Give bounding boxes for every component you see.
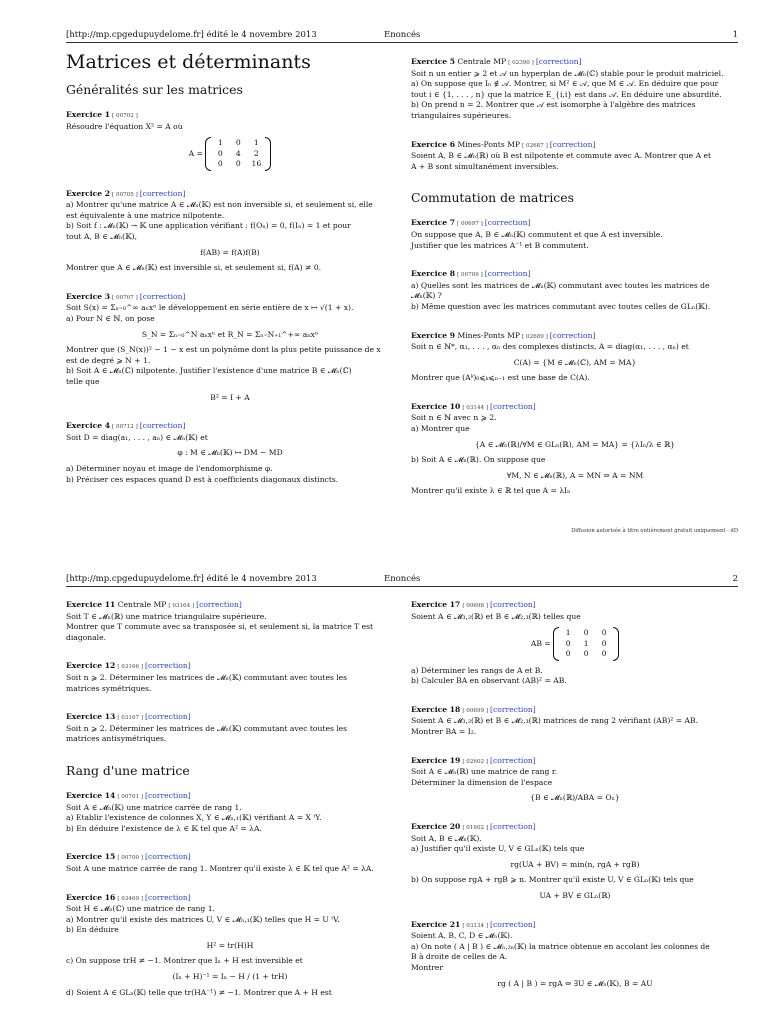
header-page-number: 1	[732, 30, 738, 40]
section-heading: Rang d'une matrice	[66, 762, 190, 778]
exercise-header: Exercice 13 [ 03167 ] [correction]	[66, 712, 191, 722]
correction-link[interactable]: [correction]	[549, 139, 596, 149]
page-header	[66, 30, 738, 43]
page-footer: Diffusion autorisée à titre entièrement gratuit uniquement - dD	[571, 528, 738, 534]
matrix: 1 0 1 0 4 2 0 0 16	[205, 137, 271, 171]
exercise-12: Exercice 12 [ 03166 ] [correction] Soit n ⩾ 2. Déterminer les matrices de 𝓜ₙ(𝕂) commutant avec toutes les matrices symétriques.	[66, 661, 394, 694]
matrix-equation: AB = 1 0 0 0 1 0 0 0 0	[411, 627, 739, 661]
exercise-header: Exercice 8 [ 00709 ] [correction]	[411, 269, 531, 279]
correction-link[interactable]: [correction]	[196, 600, 242, 609]
correction-link[interactable]: [correction]	[484, 269, 531, 279]
exercise-header: Exercice 12 [ 03166 ] [correction]	[66, 661, 191, 671]
equation: H² = tr(H)H	[206, 940, 254, 950]
correction-link[interactable]: [correction]	[139, 188, 186, 198]
exercise-20: Exercice 20 [ 01602 ] [correction] Soit A, B ∈ 𝓜ₙ(𝕂). a) Justifier qu'il existe U, V ∈ GLₙ(𝕂) tels que rg(UA + BV) = min(n, rgA + rgB) b) On suppose rgA + rgB ⩾ n. Montrer qu'il existe U, V ∈ GLₙ(𝕂) tels que UA + BV ∈ GLₙ(ℝ)	[411, 822, 739, 902]
equation: rg(UA + BV) = min(n, rgA + rgB)	[510, 859, 640, 869]
exercise-header: Exercice 2 [ 00705 ] [correction]	[66, 188, 186, 198]
correction-link[interactable]: [correction]	[490, 401, 536, 411]
correction-link[interactable]: [correction]	[484, 218, 531, 228]
exercise-header: Exercice 1 [ 00702 ]	[66, 110, 138, 119]
exercise-18: Exercice 18 [ 00699 ] [correction] Soient A ∈ 𝓜₃,₂(ℝ) et B ∈ 𝓜₂,₃(ℝ) matrices de rang 2 vérifiant (AB)² = AB. Montrer BA = I₂.	[411, 705, 739, 738]
correction-link[interactable]: [correction]	[535, 57, 582, 66]
left-column	[66, 600, 394, 1016]
exercise-header: Exercice 10 [ 03144 ] [correction]	[411, 401, 536, 411]
correction-link[interactable]: [correction]	[145, 790, 191, 800]
exercise-10: Exercice 10 [ 03144 ] [correction] Soit n ∈ ℕ avec n ⩾ 2. a) Montrer que {A ∈ 𝓜ₙ(ℝ)/∀M ∈ GLₙ(ℝ), AM = MA} = {λIₙ/λ ∈ ℝ} b) Soit A ∈ 𝓜ₙ(ℝ). On suppose que ∀M, N ∈ 𝓜ₙ(ℝ), A = MN ⇒ A = NM Montrer qu'il existe λ ∈ ℝ tel que A = λIₙ	[411, 402, 739, 497]
header-page-number: 2	[732, 574, 738, 584]
header-section: Enoncés	[384, 574, 421, 584]
equation: {B ∈ 𝓜ₙ(ℝ)/ABA = Oₙ}	[530, 793, 620, 803]
exercise-21: Exercice 21 [ 03134 ] [correction] Soient A, B, C, D ∈ 𝓜ₙ(𝕂). a) On note ( A | B ) ∈ 𝓜ₙ,₂ₙ(𝕂) la matrice obtenue en accolant les colonnes de B à droite de celles de A. Montrer rg ( A | B ) = rgA ⇔ ∃U ∈ 𝓜ₙ(𝕂), B = AU	[411, 920, 739, 990]
exercise-header: Exercice 15 [ 00700 ] [correction]	[66, 852, 191, 862]
exercise-header: Exercice 21 [ 03134 ] [correction]	[411, 919, 536, 929]
page-header	[66, 574, 738, 587]
correction-link[interactable]: [correction]	[139, 421, 186, 431]
exercise-header: Exercice 5 Centrale MP [ 02390 ] [correction]	[411, 57, 582, 66]
exercise-2: Exercice 2 [ 00705 ] [correction] a) Montrer qu'une matrice A ∈ 𝓜ₙ(𝕂) est non inversible si, et seulement si, elle est équivalente à une matrice nilpotente. b) Soit f : 𝓜ₙ(𝕂) → 𝕂 une application vérifiant : f(Oₙ) = 0, f(Iₙ) = 1 et pour tout A, B ∈ 𝓜ₙ(𝕂), f(AB) = f(A)f(B) Montrer que A ∈ 𝓜ₙ(𝕂) est inversible si, et seulement si, f(A) ≠ 0.	[66, 189, 394, 274]
exercise-header: Exercice 6 Mines-Ponts MP [ 02687 ] [correction]	[411, 139, 596, 149]
exercise-19: Exercice 19 [ 02602 ] [correction] Soit A ∈ 𝓜ₙ(ℝ) une matrice de rang r. Déterminer la dimension de l'espace {B ∈ 𝓜ₙ(ℝ)/ABA = Oₙ}	[411, 756, 739, 804]
exercise-header: Exercice 20 [ 01602 ] [correction]	[411, 822, 536, 832]
correction-link[interactable]: [correction]	[490, 755, 536, 765]
right-column	[411, 600, 739, 1007]
equation: B² = I + A	[210, 392, 250, 402]
equation: UA + BV ∈ GLₙ(ℝ)	[539, 891, 611, 900]
section-heading: Généralités sur les matrices	[66, 82, 243, 97]
equation: C(A) = {M ∈ 𝓜ₙ(ℂ), AM = MA}	[513, 357, 637, 367]
header-site-link[interactable]: [http://mp.cpgedupuydelome.fr] édité le 4 novembre 2013	[66, 574, 317, 584]
document-page-2	[0, 568, 768, 1024]
matrix-equation: A = 1 0 1 0 4 2 0 0 16	[66, 137, 394, 171]
exercise-17: Exercice 17 [ 00698 ] [correction] Soient A ∈ 𝓜₃,₂(ℝ) et B ∈ 𝓜₂,₃(ℝ) telles que AB = 1 0 0 0 1 0 0 0 0 a) Déterminer les rangs de A et B. b) Calculer BA en observant (AB)² = AB.	[411, 600, 739, 687]
equation: ∀M, N ∈ 𝓜ₙ(ℝ), A = MN ⇒ A = NM	[506, 470, 644, 480]
correction-link[interactable]: [correction]	[490, 822, 536, 832]
exercise-text: Résoudre l'équation X² = A où	[66, 121, 183, 131]
exercise-header: Exercice 17 [ 00698 ] [correction]	[411, 600, 536, 609]
exercise-1	[66, 110, 394, 171]
exercise-header: Exercice 7 [ 00697 ] [correction]	[411, 218, 531, 228]
exercise-header: Exercice 4 [ 00712 ] [correction]	[66, 421, 186, 431]
exercise-header: Exercice 18 [ 00699 ] [correction]	[411, 704, 536, 714]
equation: (Iₙ + H)⁻¹ = Iₙ − H / (1 + trH)	[172, 972, 288, 982]
correction-link[interactable]: [correction]	[145, 852, 191, 862]
correction-link[interactable]: [correction]	[490, 704, 536, 714]
exercise-7: Exercice 7 [ 00697 ] [correction] On suppose que A, B ∈ 𝓜ₙ(𝕂) commutent et que A est inversible. Justifier que les matrices A⁻¹ et B commutent.	[411, 218, 739, 251]
correction-link[interactable]: [correction]	[145, 661, 191, 671]
equation: f(AB) = f(A)f(B)	[200, 247, 260, 257]
equation: S_N = Σₙ₌₀^N aₙxⁿ et R_N = Σₙ₌N₊₁^+∞ aₙxⁿ	[141, 329, 319, 339]
equation: rg ( A | B ) = rgA ⇔ ∃U ∈ 𝓜ₙ(𝕂), B = AU	[497, 978, 653, 988]
exercise-13: Exercice 13 [ 03167 ] [correction] Soit n ⩾ 2. Déterminer les matrices de 𝓜ₙ(𝕂) commutant avec toutes les matrices antisymétriques.	[66, 712, 394, 745]
exercise-5: Exercice 5 Centrale MP [ 02390 ] [correction] Soit n un entier ⩾ 2 et 𝒜 un hyperplan de 𝓜ₙ(ℂ) stable pour le produit matriciel. a) On suppose que Iₙ ∉ 𝒜. Montrer, si M² ∈ 𝒜, que M ∈ 𝒜. En déduire que pour tout i ∈ {1, . . . , n} que la matrice E_{i,i} est dans 𝒜. En déduire une absurdité. b) On prend n = 2. Montrer que 𝒜 est isomorphe à l'algèbre des matrices triangulaires supérieures.	[411, 57, 739, 122]
exercise-11: Exercice 11 Centrale MP [ 03164 ] [correction] Soit T ∈ 𝓜ₙ(ℝ) une matrice triangulaire supérieure. Montrer que T commute avec sa transposée si, et seulement si, la matrice T est diagonale.	[66, 600, 394, 643]
exercise-header: Exercice 14 [ 00701 ] [correction]	[66, 790, 191, 800]
correction-link[interactable]: [correction]	[490, 600, 536, 609]
left-column	[66, 50, 394, 503]
header-section: Enoncés	[384, 30, 421, 40]
exercise-9: Exercice 9 Mines-Ponts MP [ 02689 ] [correction] Soit n ∈ ℕ*, α₁, . . . , αₙ des complexes distincts, A = diag(α₁, . . . , αₙ) et C(A) = {M ∈ 𝓜ₙ(ℂ), AM = MA} Montrer que (Aᵏ)₀⩽ₖ⩽ₙ₋₁ est une base de C(A).	[411, 331, 739, 384]
correction-link[interactable]: [correction]	[549, 330, 596, 340]
exercise-header: Exercice 9 Mines-Ponts MP [ 02689 ] [correction]	[411, 330, 596, 340]
exercise-header: Exercice 3 [ 00707 ] [correction]	[66, 291, 186, 301]
page-separator	[0, 548, 768, 568]
exercise-4: Exercice 4 [ 00712 ] [correction] Soit D = diag(a₁, . . . , aₙ) ∈ 𝓜ₙ(𝕂) et φ : M ∈ 𝓜ₙ(𝕂) ↦ DM − MD a) Déterminer noyau et image de l'endomorphisme φ. b) Préciser ces espaces quand D est à coefficients diagonaux distincts.	[66, 421, 394, 485]
exercise-header: Exercice 16 [ 03469 ] [correction]	[66, 892, 191, 902]
exercise-6: Exercice 6 Mines-Ponts MP [ 02687 ] [correction] Soient A, B ∈ 𝓜ₙ(ℝ) où B est nilpotente et commute avec A. Montrer que A et A + B sont simultanément inversibles.	[411, 140, 739, 173]
correction-link[interactable]: [correction]	[490, 919, 536, 929]
correction-link[interactable]: [correction]	[139, 291, 186, 301]
exercise-header: Exercice 19 [ 02602 ] [correction]	[411, 755, 536, 765]
equation: {A ∈ 𝓜ₙ(ℝ)/∀M ∈ GLₙ(ℝ), AM = MA} = {λIₙ/λ ∈ ℝ}	[474, 439, 676, 449]
exercise-14: Exercice 14 [ 00701 ] [correction] Soit A ∈ 𝓜ₙ(𝕂) une matrice carrée de rang 1. a) Etablir l'existence de colonnes X, Y ∈ 𝓜ₙ,₁(𝕂) vérifiant A = X ᵗY. b) En déduire l'existence de λ ∈ 𝕂 tel que A² = λA.	[66, 791, 394, 834]
exercise-15: Exercice 15 [ 00700 ] [correction] Soit A une matrice carrée de rang 1. Montrer qu'il existe λ ∈ 𝕂 tel que A² = λA.	[66, 852, 394, 874]
correction-link[interactable]: [correction]	[145, 892, 191, 902]
header-site-link[interactable]: [http://mp.cpgedupuydelome.fr] édité le 4 novembre 2013	[66, 30, 317, 40]
exercise-16: Exercice 16 [ 03469 ] [correction] Soit H ∈ 𝓜ₙ(ℂ) une matrice de rang 1. a) Montrer qu'il existe des matrices U, V ∈ 𝓜ₙ,₁(𝕂) telles que H = U ᵗV. b) En déduire H² = tr(H)H c) On suppose trH ≠ −1. Montrer que Iₙ + H est inversible et (Iₙ + H)⁻¹ = Iₙ − H / (1 + trH) d) Soient A ∈ GLₙ(𝕂) telle que tr(HA⁻¹) ≠ −1. Montrer que A + H est	[66, 893, 394, 999]
exercise-3: Exercice 3 [ 00707 ] [correction] Soit S(x) = Σₙ₌₀^∞ aₙxⁿ le développement en série entière de x ↦ √(1 + x). a) Pour N ∈ ℕ, on pose S_N = Σₙ₌₀^N aₙxⁿ et R_N = Σₙ₌N₊₁^+∞ aₙxⁿ Montrer que (S_N(x))² − 1 − x est un polynôme dont la plus petite puissance de x est de degré ⩾ N + 1. b) Soit A ∈ 𝓜ₙ(ℂ) nilpotente. Justifier l'existence d'une matrice B ∈ 𝓜ₙ(ℂ) telle que B² = I + A	[66, 292, 394, 403]
correction-link[interactable]: [correction]	[145, 712, 191, 722]
matrix: 1 0 0 0 1 0 0 0 0	[553, 627, 619, 661]
exercise-header: Exercice 11 Centrale MP [ 03164 ] [correction]	[66, 600, 242, 609]
exercise-8: Exercice 8 [ 00709 ] [correction] a) Quelles sont les matrices de 𝓜ₙ(𝕂) commutant avec toutes les matrices de 𝓜ₙ(𝕂) ? b) Même question avec les matrices commutant avec toutes celles de GLₙ(𝕂).	[411, 269, 739, 312]
document-title: Matrices et déterminants	[66, 51, 311, 73]
right-column	[411, 57, 739, 515]
equation: φ : M ∈ 𝓜ₙ(𝕂) ↦ DM − MD	[177, 448, 283, 458]
section-heading: Commutation de matrices	[411, 190, 574, 206]
